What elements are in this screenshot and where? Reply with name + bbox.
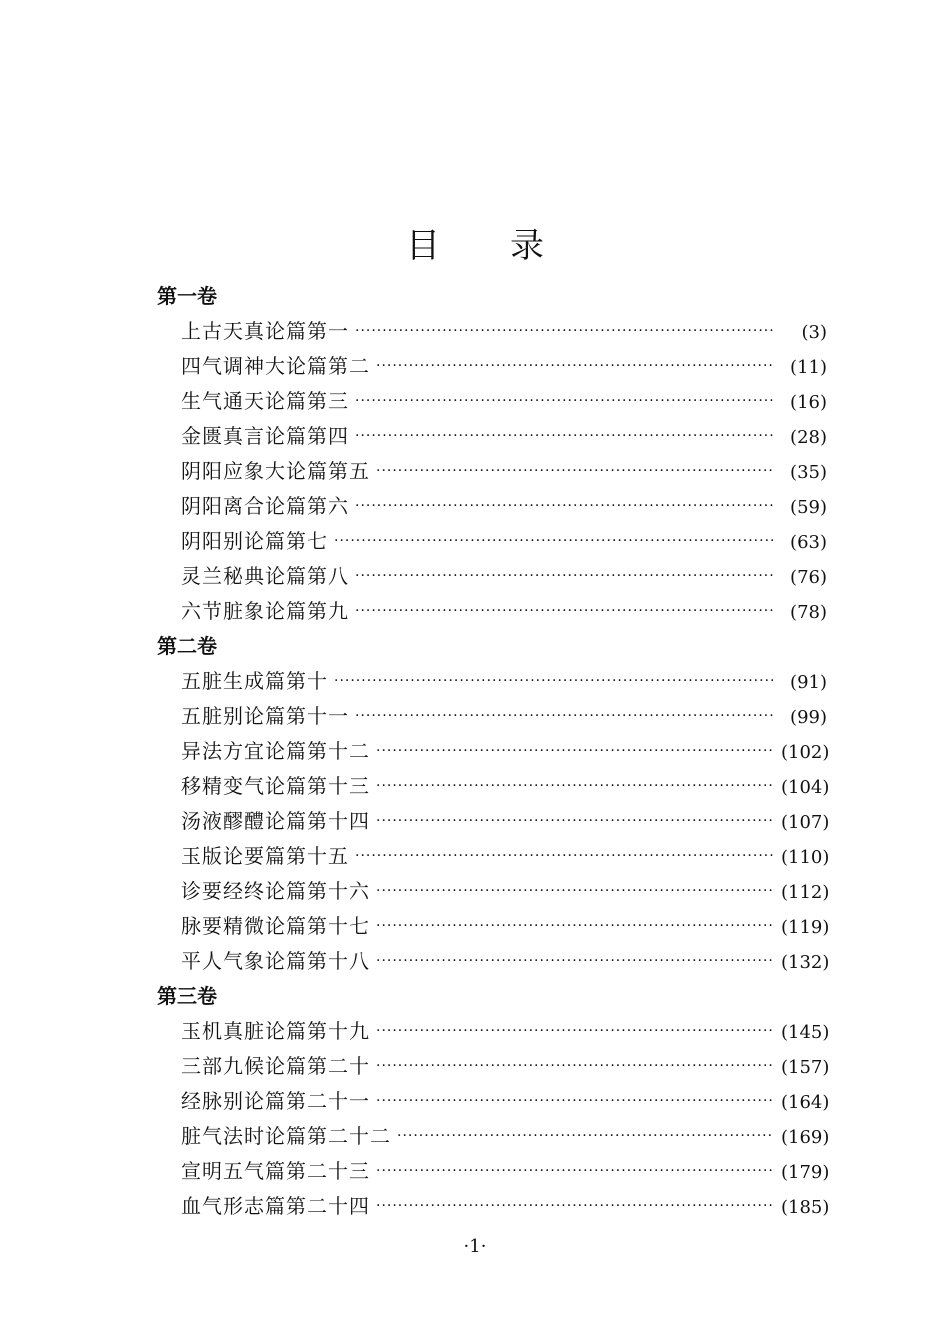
dot-leader [376,769,773,804]
volume-heading-3: 第三卷 [157,984,217,1008]
dot-leader [334,664,773,699]
volume-heading-2: 第二卷 [157,634,217,658]
dot-leader [376,1049,773,1084]
entry-title: 四气调神大论篇第二 [181,354,370,378]
entry-page: (119) [781,917,830,938]
toc-entry [157,384,827,419]
toc-entry [157,1014,830,1049]
toc-entry [157,664,827,699]
toc-entry [157,1084,830,1119]
entry-page: (164) [781,1092,830,1113]
dot-leader [355,489,773,524]
toc-entry [157,944,830,979]
dot-leader [355,419,773,454]
entry-title: 五脏别论篇第十一 [181,704,349,728]
dot-leader [376,734,773,769]
entry-title: 脉要精微论篇第十七 [181,914,370,938]
toc-entry [157,349,827,384]
entry-page: (110) [781,847,830,868]
entry-page: (28) [790,427,827,448]
toc-entry [157,769,830,804]
entry-page: (157) [781,1057,830,1078]
toc-entry [157,909,830,944]
toc-entry [157,454,827,489]
entry-page: (99) [790,707,827,728]
entry-title: 异法方宜论篇第十二 [181,739,370,763]
entry-title: 阴阳别论篇第七 [181,529,328,553]
entry-page: (145) [781,1022,830,1043]
dot-leader [376,944,773,979]
toc-entry [157,839,830,874]
entry-page: (104) [781,777,830,798]
toc-entry [157,699,827,734]
volume-heading-1: 第一卷 [157,284,217,308]
entry-page: (76) [790,567,827,588]
entry-page: (78) [790,602,827,623]
entry-page: (132) [781,952,830,973]
toc-entry [157,419,827,454]
entry-page: (11) [790,357,827,378]
toc-entry [157,559,827,594]
dot-leader [355,699,773,734]
entry-page: (112) [781,882,830,903]
entry-page: (91) [790,672,827,693]
entry-page: (35) [790,462,827,483]
entry-title: 阴阳应象大论篇第五 [181,459,370,483]
dot-leader [376,1084,773,1119]
dot-leader [355,559,773,594]
page-title: 目录 [406,226,614,266]
dot-leader [376,804,773,839]
dot-leader [355,839,773,874]
toc-entry [157,874,830,909]
toc-entry [157,1049,830,1084]
entry-page: (3) [801,322,827,343]
table-of-contents [157,279,830,1224]
toc-entry [157,594,827,629]
entry-title: 经脉别论篇第二十一 [181,1089,370,1113]
entry-title: 玉版论要篇第十五 [181,844,349,868]
entry-page: (169) [781,1127,830,1148]
entry-page: (185) [781,1197,830,1218]
toc-entry [157,734,830,769]
entry-title: 上古天真论篇第一 [181,319,349,343]
entry-title: 脏气法时论篇第二十二 [181,1124,391,1148]
dot-leader [355,314,773,349]
dot-leader [334,524,773,559]
dot-leader [376,909,773,944]
dot-leader [355,594,773,629]
toc-entry [157,524,827,559]
entry-page: (16) [790,392,827,413]
entry-page: (107) [781,812,830,833]
page-number: ·1· [463,1236,487,1257]
toc-entry [157,1119,830,1154]
toc-entry [157,1154,830,1189]
toc-entry [157,314,827,349]
dot-leader [397,1119,773,1154]
dot-leader [376,454,773,489]
entry-title: 诊要经终论篇第十六 [181,879,370,903]
entry-title: 血气形志篇第二十四 [181,1194,370,1218]
dot-leader [355,384,773,419]
dot-leader [376,1014,773,1049]
dot-leader [376,1154,773,1189]
entry-page: (102) [781,742,830,763]
entry-title: 平人气象论篇第十八 [181,949,370,973]
entry-title: 阴阳离合论篇第六 [181,494,349,518]
entry-title: 玉机真脏论篇第十九 [181,1019,370,1043]
toc-entry [157,489,827,524]
entry-title: 金匮真言论篇第四 [181,424,349,448]
entry-page: (59) [790,497,827,518]
dot-leader [376,1189,773,1224]
dot-leader [376,874,773,909]
entry-title: 三部九候论篇第二十 [181,1054,370,1078]
toc-entry [157,804,830,839]
entry-page: (179) [781,1162,830,1183]
entry-title: 宣明五气篇第二十三 [181,1159,370,1183]
entry-title: 六节脏象论篇第九 [181,599,349,623]
entry-title: 五脏生成篇第十 [181,669,328,693]
entry-title: 灵兰秘典论篇第八 [181,564,349,588]
entry-title: 汤液醪醴论篇第十四 [181,809,370,833]
entry-title: 生气通天论篇第三 [181,389,349,413]
dot-leader [376,349,773,384]
toc-entry [157,1189,830,1224]
entry-title: 移精变气论篇第十三 [181,774,370,798]
entry-page: (63) [790,532,827,553]
